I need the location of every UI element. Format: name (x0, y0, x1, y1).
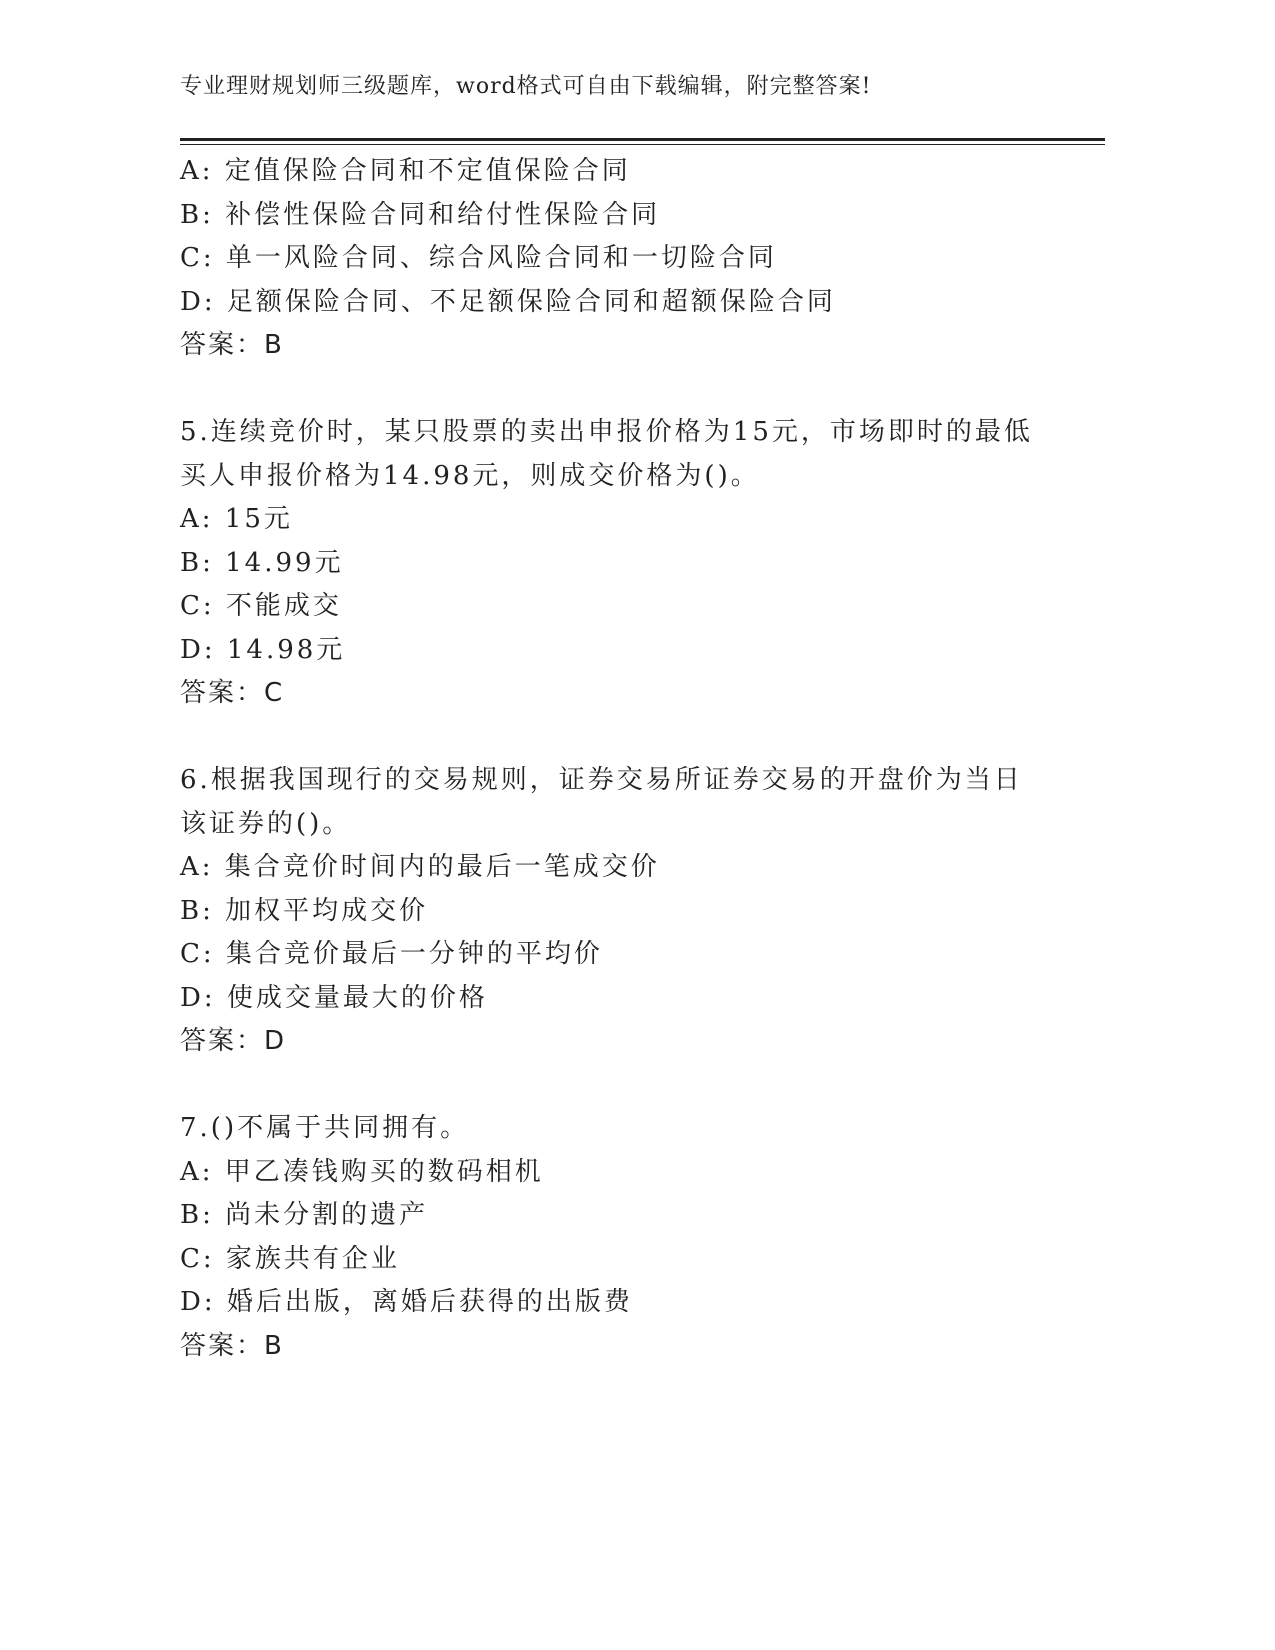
question-text: 7.()不属于共同拥有。 (180, 1113, 470, 1143)
question-block-5 (180, 411, 1105, 716)
question-block-6 (180, 759, 1105, 1064)
option-b: B: 加权平均成交价 (180, 895, 429, 926)
option-a: A: 甲乙凑钱购买的数码相机 (180, 1156, 544, 1187)
option-d: D: 14.98元 (180, 634, 346, 665)
option-c: C: 集合竞价最后一分钟的平均价 (180, 939, 603, 969)
question-block-7 (180, 1107, 1105, 1368)
option-d: D: 足额保险合同、不足额保险合同和超额保险合同 (180, 286, 836, 317)
answer-label: 答案：B (180, 330, 284, 360)
answer-label: 答案：B (180, 1330, 284, 1361)
option-a: A: 15元 (180, 504, 293, 534)
document-body (180, 150, 1105, 1368)
option-d: D: 婚后出版，离婚后获得的出版费 (180, 1287, 633, 1317)
option-d: D: 使成交量最大的价格 (180, 982, 488, 1013)
page-header: 专业理财规划师三级题库，word格式可自由下载编辑，附完整答案! (180, 74, 872, 99)
option-c: C: 不能成交 (180, 591, 342, 621)
answer-label: 答案：D (180, 1026, 287, 1056)
option-c: C: 单一风险合同、综合风险合同和一切险合同 (180, 243, 777, 273)
header-divider-thin (180, 144, 1105, 145)
option-a: A: 集合竞价时间内的最后一笔成交价 (180, 852, 660, 882)
answer-label: 答案：C (180, 678, 285, 708)
option-b: B: 14.99元 (180, 547, 344, 578)
question-block-continued (180, 150, 1105, 368)
option-a: A: 定值保险合同和不定值保险合同 (180, 156, 631, 186)
spacer (180, 368, 1105, 412)
option-b: B: 尚未分割的遗产 (180, 1200, 429, 1230)
spacer (180, 1064, 1105, 1108)
option-c: C: 家族共有企业 (180, 1243, 400, 1274)
spacer (180, 716, 1105, 760)
question-text: 5.连续竞价时，某只股票的卖出申报价格为15元，市场即时的最低买人申报价格为14.98元，则成交价格为()。 (180, 417, 1033, 491)
question-text: 6.根据我国现行的交易规则，证券交易所证券交易的开盘价为当日该证券的()。 (180, 765, 1023, 839)
option-b: B: 补偿性保险合同和给付性保险合同 (180, 199, 661, 230)
header-divider-thick (180, 138, 1105, 141)
